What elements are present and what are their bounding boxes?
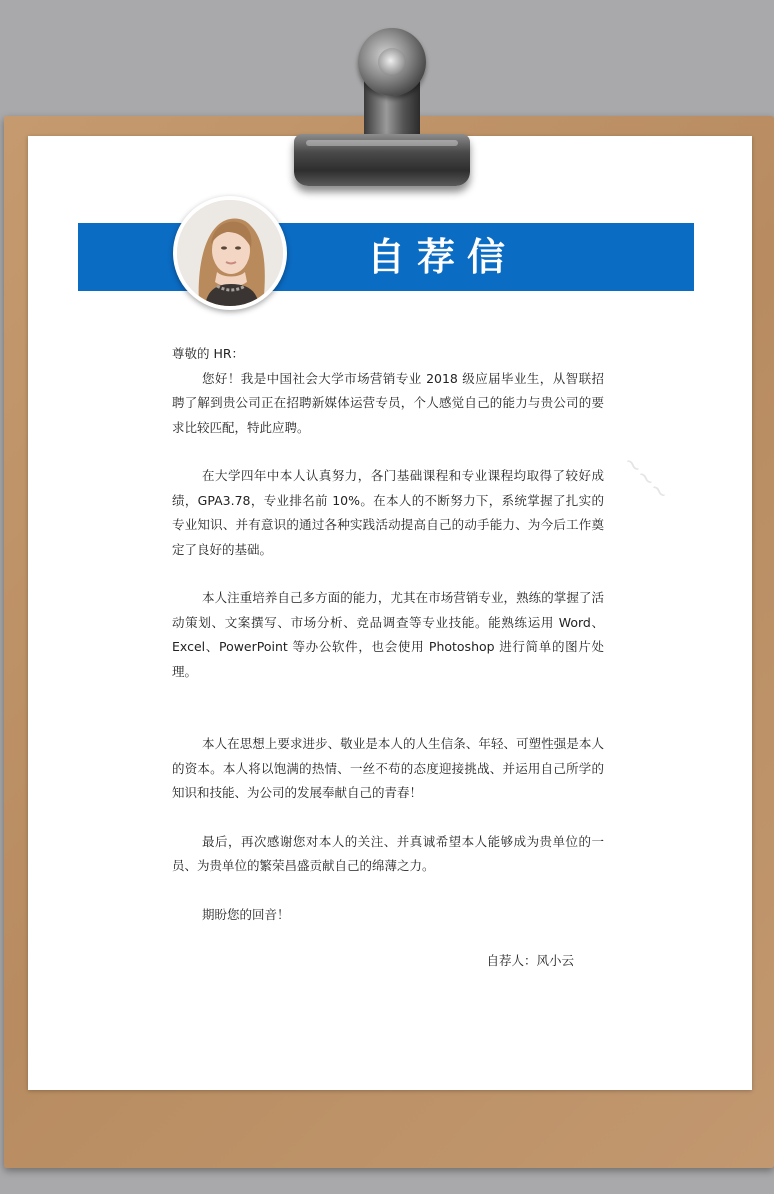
avatar [173,196,287,310]
clip-ring [358,28,426,96]
clip-base [294,134,470,186]
letter-paragraph: 您好！我是中国社会大学市场营销专业 2018 级应届毕业生，从智联招聘了解到贵公司正在招聘新媒体运营专员，个人感觉自己的能力与贵公司的要求比较匹配，特此应聘。 [172,370,604,435]
letter-paper [28,136,752,1090]
watermark: ~~~ [617,450,675,507]
letter-signature: 自荐人：风小云 [486,953,574,968]
letter-closing: 期盼您的回音！ [202,906,290,922]
letter-paragraph: 本人在思想上要求进步、敬业是本人的人生信条、年轻、可塑性强是本人的资本。本人将以饱满的热情、一丝不苟的态度迎接挑战、并运用自己所学的知识和技能、为公司的发展奉献自己的青春！ [172,736,604,800]
letter-paragraph: 最后，再次感谢您对本人的关注、并真诚希望本人能够成为贵单位的一员、为贵单位的繁荣昌盛贡献自己的绵薄之力。 [172,833,604,873]
letter-body [172,342,604,974]
binder-clip [290,26,480,186]
letter-greeting: 尊敬的 HR： [172,346,245,361]
letter-paragraph: 本人注重培养自己多方面的能力，尤其在市场营销专业，熟练的掌握了活动策划、文案撰写、市场分析、竞品调查等专业技能。能熟练运用 Word、Excel、PowerPoint 等办公软件，也会使用 Photoshop 进行简单的图片处理。 [172,590,604,679]
letter-paragraph: 在大学四年中本人认真努力，各门基础课程和专业课程均取得了较好成绩，GPA3.78，专业排名前 10%。在本人的不断努力下，系统掌握了扎实的专业知识、并有意识的通过各种实践活动提高自己的动手能力、为今后工作奠定了良好的基础。 [172,468,604,557]
page-title: 自荐信 [366,235,517,279]
title-banner [78,223,694,291]
portrait-photo [177,200,283,306]
